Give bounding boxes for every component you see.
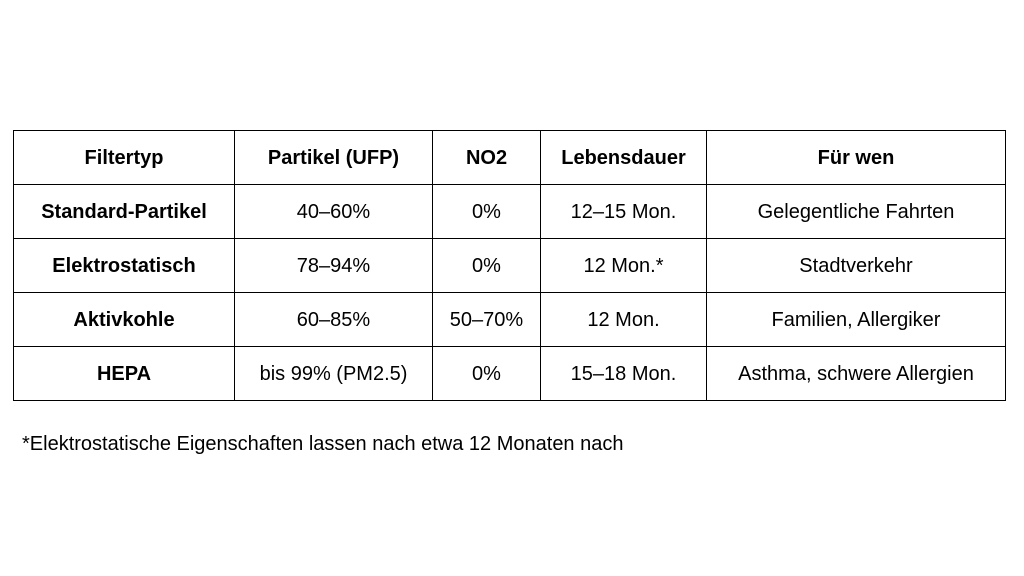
cell-filtertyp: HEPA [14, 347, 235, 401]
header-lebensdauer: Lebensdauer [541, 131, 707, 185]
cell-no2: 0% [433, 185, 541, 239]
cell-no2: 0% [433, 347, 541, 401]
table-row [14, 293, 1006, 347]
cell-filtertyp: Standard-Partikel [14, 185, 235, 239]
header-fuer-wen: Für wen [707, 131, 1006, 185]
table-row [14, 239, 1006, 293]
footnote: *Elektrostatische Eigenschaften lassen nach etwa 12 Monaten nach [22, 433, 624, 455]
cell-partikel: bis 99% (PM2.5) [235, 347, 433, 401]
cell-fuer-wen: Asthma, schwere Allergien [707, 347, 1006, 401]
cell-filtertyp: Elektrostatisch [14, 239, 235, 293]
header-no2: NO2 [433, 131, 541, 185]
cell-no2: 50–70% [433, 293, 541, 347]
cell-lebensdauer: 12–15 Mon. [541, 185, 707, 239]
header-filtertyp: Filtertyp [14, 131, 235, 185]
table-row [14, 347, 1006, 401]
cell-lebensdauer: 12 Mon.* [541, 239, 707, 293]
filter-comparison-table [13, 130, 1006, 401]
table-header-row [14, 131, 1006, 185]
cell-partikel: 78–94% [235, 239, 433, 293]
header-partikel: Partikel (UFP) [235, 131, 433, 185]
cell-fuer-wen: Familien, Allergiker [707, 293, 1006, 347]
cell-fuer-wen: Gelegentliche Fahrten [707, 185, 1006, 239]
cell-partikel: 60–85% [235, 293, 433, 347]
cell-filtertyp: Aktivkohle [14, 293, 235, 347]
cell-fuer-wen: Stadtverkehr [707, 239, 1006, 293]
cell-lebensdauer: 15–18 Mon. [541, 347, 707, 401]
cell-lebensdauer: 12 Mon. [541, 293, 707, 347]
table-row [14, 185, 1006, 239]
cell-no2: 0% [433, 239, 541, 293]
cell-partikel: 40–60% [235, 185, 433, 239]
